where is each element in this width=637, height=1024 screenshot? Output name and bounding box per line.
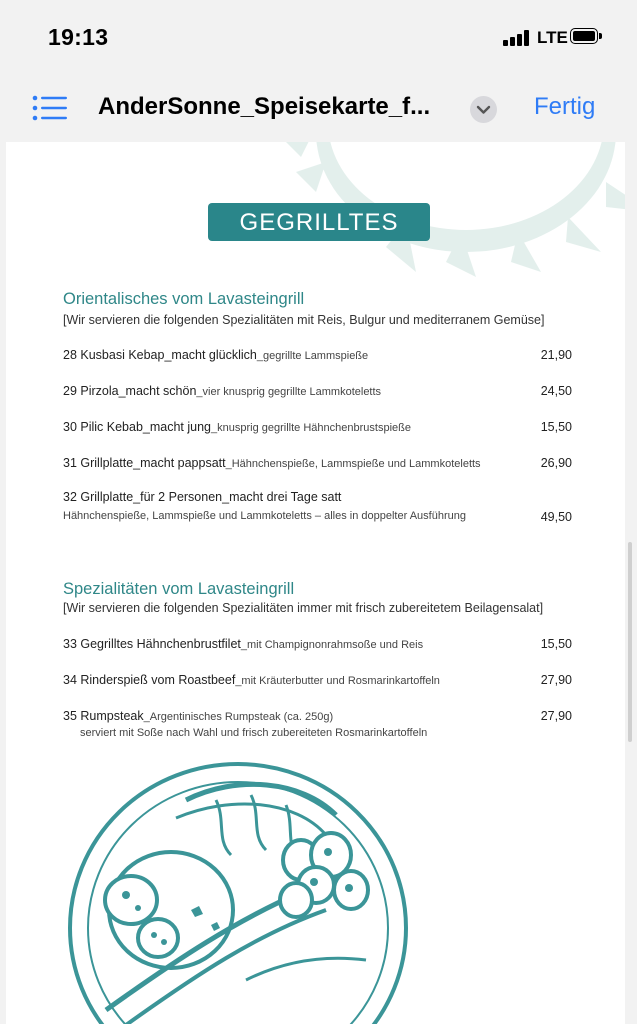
status-time: 19:13 [48,24,109,50]
item-description: _mit Kräuterbutter und Rosmarinkartoffeln [235,675,440,687]
item-price: 27,90 [540,709,572,723]
item-name: 31 Grillplatte_macht pappsatt [63,456,226,470]
item-name: 32 Grillplatte_für 2 Personen_macht drei Tage satt [63,490,342,504]
item-name: 28 Kusbasi Kebap_macht glücklich [63,348,257,362]
group-heading: Spezialitäten vom Lavasteingrill [63,580,295,598]
item-name: 29 Pirzola_macht schön [63,384,197,398]
item-name: 30 Pilic Kebab_macht jung [63,420,212,434]
item-description: _gegrillte Lammspieße [256,350,369,362]
document-title[interactable]: AnderSonne_Speisekarte_f... [98,93,431,120]
status-bar [0,0,637,76]
menu-item [63,384,572,398]
signal-icon [503,30,533,46]
menu-item [63,348,572,362]
item-description: Hähnchenspieße, Lammspieße und Lammkoteletts – alles in doppelter Ausführung [63,510,466,522]
item-description-line2: serviert mit Soße nach Wahl und frisch zubereiteten Rosmarinkartoffeln [80,727,428,739]
menu-item [63,709,572,739]
navigation-bar [0,76,637,143]
item-description: _mit Champignonrahmsoße und Reis [240,639,424,651]
item-description: _knusprig gegrillte Hähnchenbrustspieße [211,422,411,434]
item-price: 24,50 [540,384,572,398]
menu-item [63,456,572,470]
menu-item [63,673,572,687]
item-name: 35 Rumpsteak [63,709,144,723]
menu-item [63,490,572,522]
item-price: 21,90 [540,348,572,362]
item-description: _Argentinisches Rumpsteak (ca. 250g) [143,711,334,723]
group-heading: Orientalisches vom Lavasteingrill [63,290,305,308]
item-price: 26,90 [540,456,572,470]
document-viewer[interactable] [0,142,637,1024]
list-icon[interactable] [32,94,68,122]
item-name: 33 Gegrilltes Hähnchenbrustfilet [63,637,241,651]
battery-icon [570,28,602,46]
item-description: _Hähnchenspieße, Lammspieße und Lammkoteletts [225,458,481,470]
section-title: GEGRILLTES [208,203,430,241]
item-price: 15,50 [540,420,572,434]
item-price: 27,90 [540,673,572,687]
done-button[interactable]: Fertig [534,93,596,120]
menu-item [63,637,572,651]
menu-item [63,420,572,434]
group-note: [Wir servieren die folgenden Spezialitäten immer mit frisch zubereitetem Beilagensalat] [63,601,544,615]
plate-illustration [66,760,416,1024]
item-description: _vier knusprig gegrillte Lammkoteletts [196,386,382,398]
scrollbar[interactable] [628,542,632,742]
pdf-page [6,142,625,1024]
item-price: 15,50 [540,637,572,651]
group-note: [Wir servieren die folgenden Spezialitäten mit Reis, Bulgur und mediterranem Gemüse] [63,313,545,327]
item-price: 49,50 [540,510,572,524]
chevron-down-icon[interactable] [470,96,497,123]
network-label: LTE [537,28,568,47]
item-name: 34 Rinderspieß vom Roastbeef [63,673,236,687]
